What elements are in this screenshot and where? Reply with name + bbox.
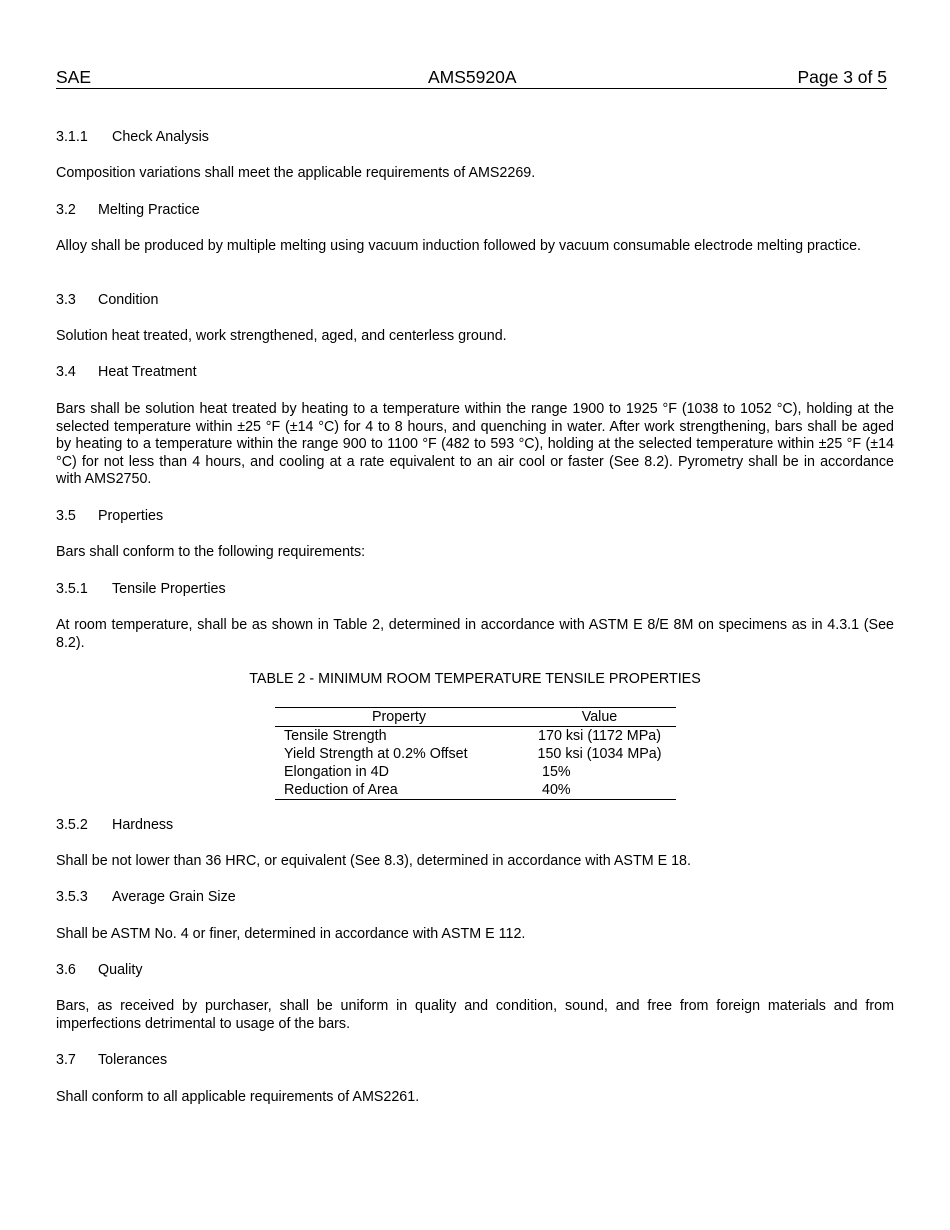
section-heading [56,581,894,599]
section-text: Shall be ASTM No. 4 or finer, determined in accordance with ASTM E 112. [56,926,526,942]
section-heading [56,962,894,980]
column-header-property: Property [275,708,523,727]
section-number: 3.6 [56,962,76,978]
header-page-number: Page 3 of 5 [797,67,887,87]
section-text: Solution heat treated, work strengthened, aged, and centerless ground. [56,328,507,344]
table-cell: Elongation in 4D [284,764,389,780]
section-heading [56,817,894,835]
table-row [275,745,676,763]
section-text: Bars shall be solution heat treated by heating to a temperature within the range 1900 to 1925 °F (1038 to 1052 °C), holding at the selected temperature within ±25 °F (±14 °C) for 4 to 8 hours, and quenching in water. After work strengthening, bars shall be aged by heating to a temperature within the range 900 to 1100 °F (482 to 593 °C), holding at the selected temperature within ±25 °F (±14 °C) for not less than 4 hours, and cooling at a rate equivalent to an air cool or faster (See 8.2). Pyrometry shall be in accordance with AMS2750. [56,401,894,487]
table-cell: 15% [542,764,571,780]
section-title: Condition [98,292,159,308]
section-title: Quality [98,962,143,978]
header-spec-number: AMS5920A [428,67,517,87]
section-number: 3.5 [56,508,76,524]
header-org: SAE [56,67,92,87]
section-heading [56,202,894,220]
section-title: Tolerances [98,1052,168,1068]
section-text: Bars shall conform to the following requirements: [56,544,366,560]
section-number: 3.2 [56,202,76,218]
section-number: 3.3 [56,292,76,308]
section-number: 3.7 [56,1052,76,1068]
table-row [275,727,676,746]
page-header [56,67,887,89]
table-cell: Tensile Strength [284,728,387,744]
section-heading [56,508,894,526]
table-caption: TABLE 2 - MINIMUM ROOM TEMPERATURE TENSILE PROPERTIES [249,671,701,687]
table-cell: 150 ksi (1034 MPa) [537,746,662,762]
table-row [275,763,676,781]
section-text: Shall be not lower than 36 HRC, or equivalent (See 8.3), determined in accordance with ASTM E 18. [56,853,691,869]
section-title: Hardness [112,817,174,833]
table-cell: 170 ksi (1172 MPa) [538,728,661,744]
section-heading [56,1052,894,1070]
table-cell: Reduction of Area [275,781,523,800]
section-title: Properties [98,508,164,524]
section-number: 3.4 [56,364,76,380]
section-number: 3.5.2 [56,817,88,833]
section-title: Melting Practice [98,202,200,218]
section-number: 3.1.1 [56,129,88,145]
section-heading [56,889,894,907]
section-heading [56,129,894,147]
section-title: Heat Treatment [98,364,197,380]
column-header-value: Value [523,708,676,727]
table-cell: Yield Strength at 0.2% Offset [284,746,468,762]
table-cell: 40% [523,781,676,800]
table-row [275,781,676,800]
section-text: At room temperature, shall be as shown in Table 2, determined in accordance with ASTM E 8/E 8M on specimens as in 4.3.1 (See 8.2). [56,617,894,651]
section-number: 3.5.1 [56,581,88,597]
section-number: 3.5.3 [56,889,88,905]
section-heading [56,292,894,310]
section-text: Composition variations shall meet the applicable requirements of AMS2269. [56,165,536,181]
section-text: Shall conform to all applicable requirements of AMS2261. [56,1089,420,1105]
section-title: Average Grain Size [112,889,236,905]
tensile-properties-table [275,707,676,800]
section-text: Alloy shall be produced by multiple melting using vacuum induction followed by vacuum consumable electrode melting practice. [56,238,862,254]
section-title: Tensile Properties [112,581,226,597]
section-title: Check Analysis [112,129,209,145]
section-text: Bars, as received by purchaser, shall be uniform in quality and condition, sound, and free from foreign materials and from imperfections detrimental to usage of the bars. [56,998,894,1032]
section-heading [56,364,894,382]
table-header-row [275,708,676,727]
